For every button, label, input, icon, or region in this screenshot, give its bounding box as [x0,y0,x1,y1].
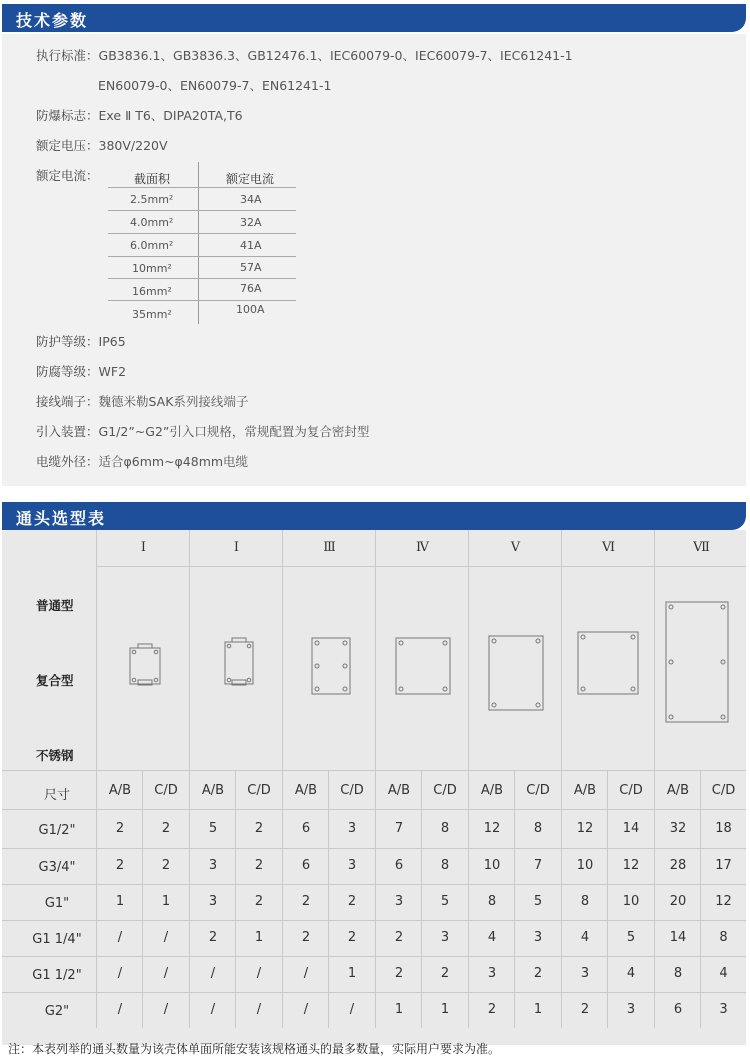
model-label: Ⅲ [323,540,336,555]
tech-params-title: 技术参数 [16,11,89,30]
current-table-header-current: 额定电流 [226,172,275,186]
size-column-header: C/D [247,783,271,798]
tech-params-panel [2,34,746,486]
size-row-label: G1" [44,896,70,911]
size-row-label: G3/4" [38,860,76,875]
size-cell: 5 [533,894,543,909]
size-column-header: C/D [433,783,457,798]
footnote: 注：本表列举的通头数量为该壳体单面所能安装该规格通头的最多数量，实际用户要求为准。 [8,1042,501,1056]
enclosure-5-icon [487,634,545,712]
current-row-area: 4.0mm² [130,216,174,229]
spec-terminal [36,392,248,410]
current-table-line [108,210,296,211]
grid-line [96,530,97,770]
grid-line [654,530,655,770]
size-column-header: A/B [573,783,597,798]
size-cell: 8 [673,966,683,981]
size-cell: / [163,930,169,945]
size-cell: 3 [719,1002,728,1017]
size-cell: 5 [626,930,636,945]
type-label-composite: 复合型 [36,673,74,688]
size-cell: 20 [669,894,687,909]
size-cell: 3 [440,930,450,945]
grid-line [468,530,469,770]
spec-voltage-label: 额定电压： [36,138,99,153]
size-cell: 4 [487,930,497,945]
enclosure-2-icon [222,636,256,690]
size-row-label: G1 1/2" [32,968,82,983]
current-table-header-area: 截面积 [134,172,171,186]
size-cell: 3 [347,858,357,873]
spec-corrosion [36,362,126,380]
size-cell: 4 [580,930,590,945]
size-cell: 10 [483,858,501,873]
size-cell: 1 [115,894,125,909]
size-cell: 4 [626,966,636,981]
size-cell: / [117,930,123,945]
current-row-value: 100A [236,303,265,316]
model-label: Ⅵ [601,540,616,555]
model-label: Ⅶ [693,540,710,555]
current-row-value: 34A [240,193,262,206]
current-row-area: 2.5mm² [130,193,174,206]
size-cell: 2 [580,1002,590,1017]
grid-line [2,848,746,849]
grid-line [2,770,746,771]
size-cell: 12 [483,821,501,836]
size-cell: 8 [487,894,497,909]
size-cell: / [303,1002,309,1017]
size-cell: 3 [394,894,404,909]
grid-line [96,566,746,567]
current-row-value: 32A [240,216,262,229]
spec-standard-value: GB3836.1、GB3836.3、GB12476.1、IEC60079-0、IEC60079-7、IEC61241-1 [98,48,573,63]
size-cell: 5 [208,821,218,836]
size-cell: 1 [347,966,357,981]
size-cell: 3 [208,858,218,873]
size-cell: 2 [347,930,357,945]
size-cell: 14 [669,930,687,945]
enclosure-4-icon [394,636,452,696]
size-cell: 1 [394,1002,404,1017]
size-cell: 2 [301,930,311,945]
current-table-line [108,187,296,188]
model-label: Ⅰ [233,540,240,555]
size-cell: 3 [626,1002,636,1017]
size-cell: 2 [394,966,404,981]
current-row-value: 76A [240,282,262,295]
size-cell: 8 [533,821,543,836]
size-column-header: C/D [526,783,550,798]
size-cell: 2 [533,966,543,981]
size-cell: 1 [161,894,171,909]
size-cell: 2 [301,894,311,909]
current-table-line [108,278,296,279]
spec-explosion-value: Exe Ⅱ T6、DIPA20TA,T6 [98,108,243,123]
size-cell: / [163,966,169,981]
spec-current [36,166,99,184]
size-cell: / [303,966,309,981]
spec-current-label: 额定电流： [36,168,99,183]
grid-line [189,530,190,770]
size-cell: / [163,1002,169,1017]
spec-protection-label: 防护等级： [36,334,99,349]
spec-terminal-value: 魏德米勒SAK系列接线端子 [98,394,249,409]
size-cell: 2 [115,821,125,836]
size-cell: / [349,1002,355,1017]
size-cell: 2 [208,930,218,945]
enclosure-6-icon [576,630,640,696]
size-cell: 6 [394,858,404,873]
grid-line [375,530,376,770]
selection-table-header [2,502,746,530]
size-cell: 2 [161,858,171,873]
size-cell: 1 [254,930,264,945]
spec-voltage-value: 380V/220V [98,138,168,153]
size-cell: 8 [440,858,450,873]
size-cell: 10 [576,858,594,873]
current-row-area: 16mm² [132,285,172,298]
spec-corrosion-value: WF2 [98,364,127,379]
size-cell: 8 [440,821,450,836]
size-column-header: A/B [666,783,690,798]
size-cell: 14 [622,821,640,836]
size-column-header: A/B [201,783,225,798]
size-cell: 28 [669,858,687,873]
size-cell: 2 [347,894,357,909]
spec-cable [36,452,248,470]
size-cell: 18 [715,821,732,836]
current-row-area: 10mm² [132,262,172,275]
spec-cable-value: 适合φ6mm~φ48mm电缆 [98,454,249,469]
size-cell: 4 [719,966,728,981]
size-column-header: C/D [619,783,643,798]
size-cell: / [117,1002,123,1017]
size-header-label: 尺寸 [43,788,70,803]
spec-cable-label: 电缆外径： [36,454,99,469]
size-column-header: A/B [387,783,411,798]
size-cell: 2 [487,1002,497,1017]
size-column-header: C/D [154,783,178,798]
grid-line [2,920,746,921]
size-column-header: A/B [480,783,504,798]
grid-line [2,956,746,957]
spec-standard-cont [98,76,331,94]
size-cell: / [117,966,123,981]
size-cell: 2 [161,821,171,836]
spec-explosion [36,106,243,124]
size-cell: 7 [394,821,404,836]
type-label-normal: 普通型 [36,598,74,613]
size-cell: 2 [254,821,264,836]
size-row-label: G1/2" [38,823,76,838]
current-row-area: 6.0mm² [130,239,174,252]
model-label: Ⅰ [140,540,147,555]
size-cell: / [210,1002,216,1017]
size-cell: 12 [576,821,594,836]
size-cell: 8 [580,894,590,909]
grid-line [2,809,746,810]
size-cell: / [256,1002,262,1017]
current-table-line [108,233,296,234]
size-cell: 12 [622,858,640,873]
size-row-label: G1 1/4" [32,932,82,947]
size-cell: 1 [440,1002,450,1017]
spec-entry-label: 引入装置： [36,424,99,439]
size-cell: 6 [301,858,311,873]
size-column-header: A/B [108,783,132,798]
grid-line [2,992,746,993]
current-table-line [108,256,296,257]
tech-params-header [2,4,746,32]
size-cell: 3 [347,821,357,836]
current-row-value: 41A [240,239,262,252]
size-cell: 32 [669,821,687,836]
size-cell: 2 [440,966,450,981]
size-cell: 2 [254,894,264,909]
size-cell: 3 [487,966,497,981]
size-column-header: A/B [294,783,318,798]
size-row-label: G2" [44,1004,70,1019]
size-cell: / [256,966,262,981]
current-row-value: 57A [240,261,262,274]
size-cell: 10 [622,894,640,909]
type-label-stainless: 不锈钢 [36,748,74,763]
size-cell: 1 [533,1002,543,1017]
size-cell: 2 [254,858,264,873]
grid-line [2,884,746,885]
spec-explosion-label: 防爆标志： [36,108,99,123]
selection-table-title: 通头选型表 [16,509,107,528]
spec-standard [36,46,573,64]
current-row-area: 35mm² [132,308,172,321]
size-cell: 6 [301,821,311,836]
size-cell: 17 [715,858,732,873]
enclosure-3-icon [310,636,352,696]
size-cell: 12 [715,894,732,909]
spec-protection [36,332,126,350]
model-label: Ⅳ [416,540,429,555]
spec-standard-value-2: EN60079-0、EN60079-7、EN61241-1 [98,78,332,93]
size-cell: 3 [580,966,590,981]
model-label: Ⅴ [510,540,521,555]
size-cell: / [210,966,216,981]
size-cell: 7 [533,858,543,873]
size-cell: 8 [719,930,728,945]
size-cell: 5 [440,894,450,909]
size-cell: 3 [208,894,218,909]
spec-terminal-label: 接线端子： [36,394,99,409]
grid-line [561,530,562,770]
spec-entry-value: G1/2”~G2”引入口规格，常规配置为复合密封型 [98,424,370,439]
grid-line [282,530,283,770]
spec-voltage [36,136,168,154]
size-cell: 2 [115,858,125,873]
size-column-header: C/D [340,783,364,798]
spec-corrosion-label: 防腐等级： [36,364,99,379]
size-cell: 6 [673,1002,683,1017]
enclosure-7-icon [664,600,730,724]
spec-standard-label: 执行标准： [36,48,99,63]
spec-entry [36,422,369,440]
spec-protection-value: IP65 [98,334,126,349]
size-cell: 2 [394,930,404,945]
size-cell: 3 [533,930,543,945]
enclosure-1-icon [126,640,164,690]
current-table-line [108,300,296,301]
size-column-header: C/D [711,783,736,798]
